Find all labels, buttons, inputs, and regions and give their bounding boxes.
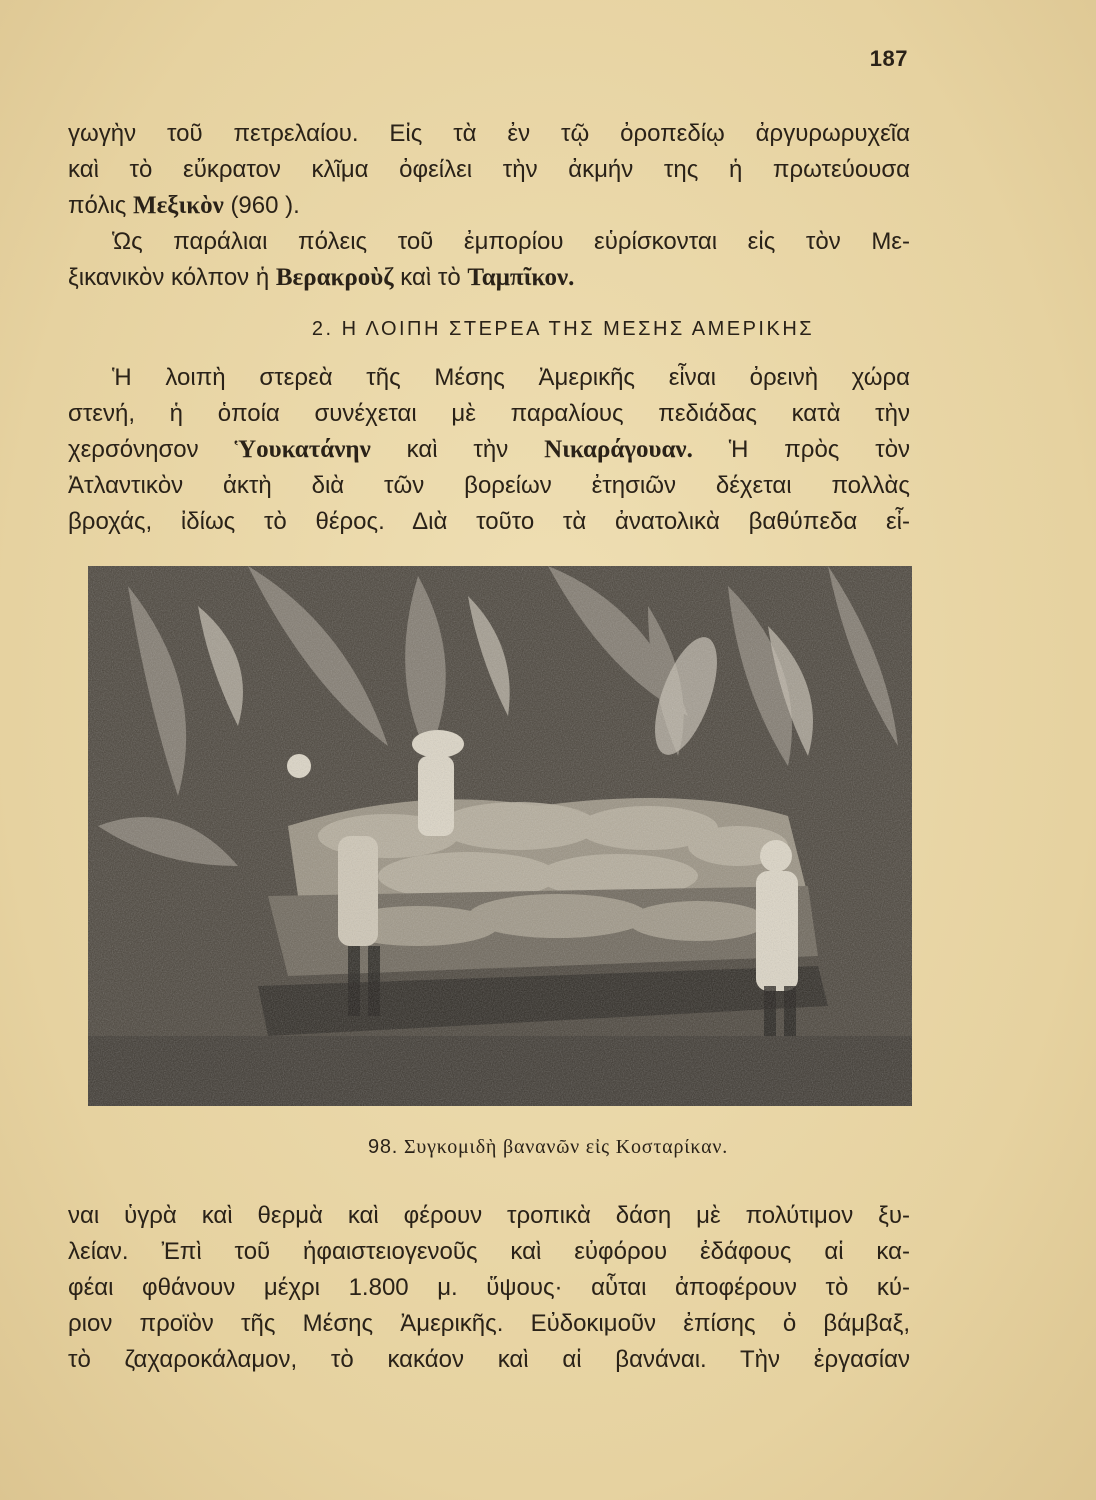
text-line: ναι ὑγρὰ καὶ θερμὰ καὶ φέρουν τροπικὰ δάση μὲ πολύτιμον ξυ- bbox=[68, 1202, 910, 1229]
text-line: Ἡ λοιπὴ στερεὰ τῆς Μέσης Ἀμερικῆς εἶναι ὀρεινὴ χώρα bbox=[112, 364, 910, 391]
text-line: στενή, ἡ ὁποία συνέχεται μὲ παραλίους πεδιάδας κατὰ τὴν bbox=[68, 400, 910, 427]
text-span: ξικανικὸν κόλπον ἡ bbox=[68, 264, 270, 291]
page-number: 187 bbox=[869, 46, 908, 71]
text-line: καὶ τὸ εὔκρατον κλῖμα ὀφείλει τὴν ἀκμήν της ἡ πρωτεύουσα bbox=[68, 156, 910, 183]
text-span: πόλις bbox=[68, 192, 127, 219]
text-span: Ἡ πρὸς τὸν bbox=[728, 436, 911, 463]
text-line: Ἀτλαντικὸν ἀκτὴ διὰ τῶν βορείων ἐτησιῶν δέχεται πολλὰς bbox=[68, 472, 910, 499]
paragraph-middle bbox=[68, 360, 910, 540]
place-name-nicaragua: Νικαράγουαν. bbox=[544, 436, 693, 463]
banana-harvest-photo bbox=[88, 566, 912, 1106]
text-line: γωγὴν τοῦ πετρελαίου. Εἰς τὰ ἐν τῷ ὀροπεδίῳ ἀργυρωρυχεῖα bbox=[68, 120, 910, 147]
text-span: καὶ τὴν bbox=[406, 436, 509, 463]
text-line: τὸ ζαχαροκάλαμον, τὸ κακάον καὶ αἱ βανάναι. Τὴν ἐργασίαν bbox=[68, 1346, 910, 1373]
figure-caption bbox=[0, 1136, 1096, 1159]
caption-number: 98. bbox=[367, 1136, 399, 1158]
text-line bbox=[68, 260, 910, 296]
text-span: (960 ). bbox=[230, 192, 300, 219]
text-line: ριον προϊὸν τῆς Μέσης Ἀμερικῆς. Εὐδοκιμοῦν ἐπίσης ὁ βάμβαξ, bbox=[68, 1310, 910, 1337]
text-line: φέαι φθάνουν μέχρι 1.800 μ. ὕψους· αὗται ἀποφέρουν τὸ κύ- bbox=[68, 1274, 910, 1301]
place-name-yucatan: Ὑουκατάνην bbox=[234, 436, 371, 463]
place-name-mexico: Μεξικὸν bbox=[133, 192, 224, 219]
section-heading: 2. Η ΛΟΙΠΗ ΣΤΕΡΕΑ ΤΗΣ ΜΕΣΗΣ ΑΜΕΡΙΚΗΣ bbox=[311, 318, 815, 340]
text-span: καὶ τὸ bbox=[400, 264, 461, 291]
text-line bbox=[68, 432, 910, 468]
text-line: λείαν. Ἐπὶ τοῦ ἡφαιστειογενοῦς καὶ εὐφόρου ἐδάφους αἱ κα- bbox=[68, 1238, 910, 1265]
place-name-veracruz: Βερακροὺζ bbox=[275, 264, 394, 291]
place-name-tampico: Ταμπῖκον. bbox=[467, 264, 575, 291]
caption-text: Συγκομιδὴ βανανῶν εἰς Κοσταρίκαν. bbox=[403, 1136, 729, 1158]
text-line: βροχάς, ἰδίως τὸ θέρος. Διὰ τοῦτο τὰ ἀνατολικὰ βαθύπεδα εἶ- bbox=[68, 508, 910, 535]
text-span: χερσόνησον bbox=[68, 436, 199, 463]
paragraph-bottom bbox=[68, 1198, 910, 1378]
text-line bbox=[68, 188, 910, 224]
paragraph-top bbox=[68, 116, 910, 296]
text-line: Ὡς παράλιαι πόλεις τοῦ ἐμπορίου εὑρίσκονται εἰς τὸν Με- bbox=[112, 228, 910, 255]
